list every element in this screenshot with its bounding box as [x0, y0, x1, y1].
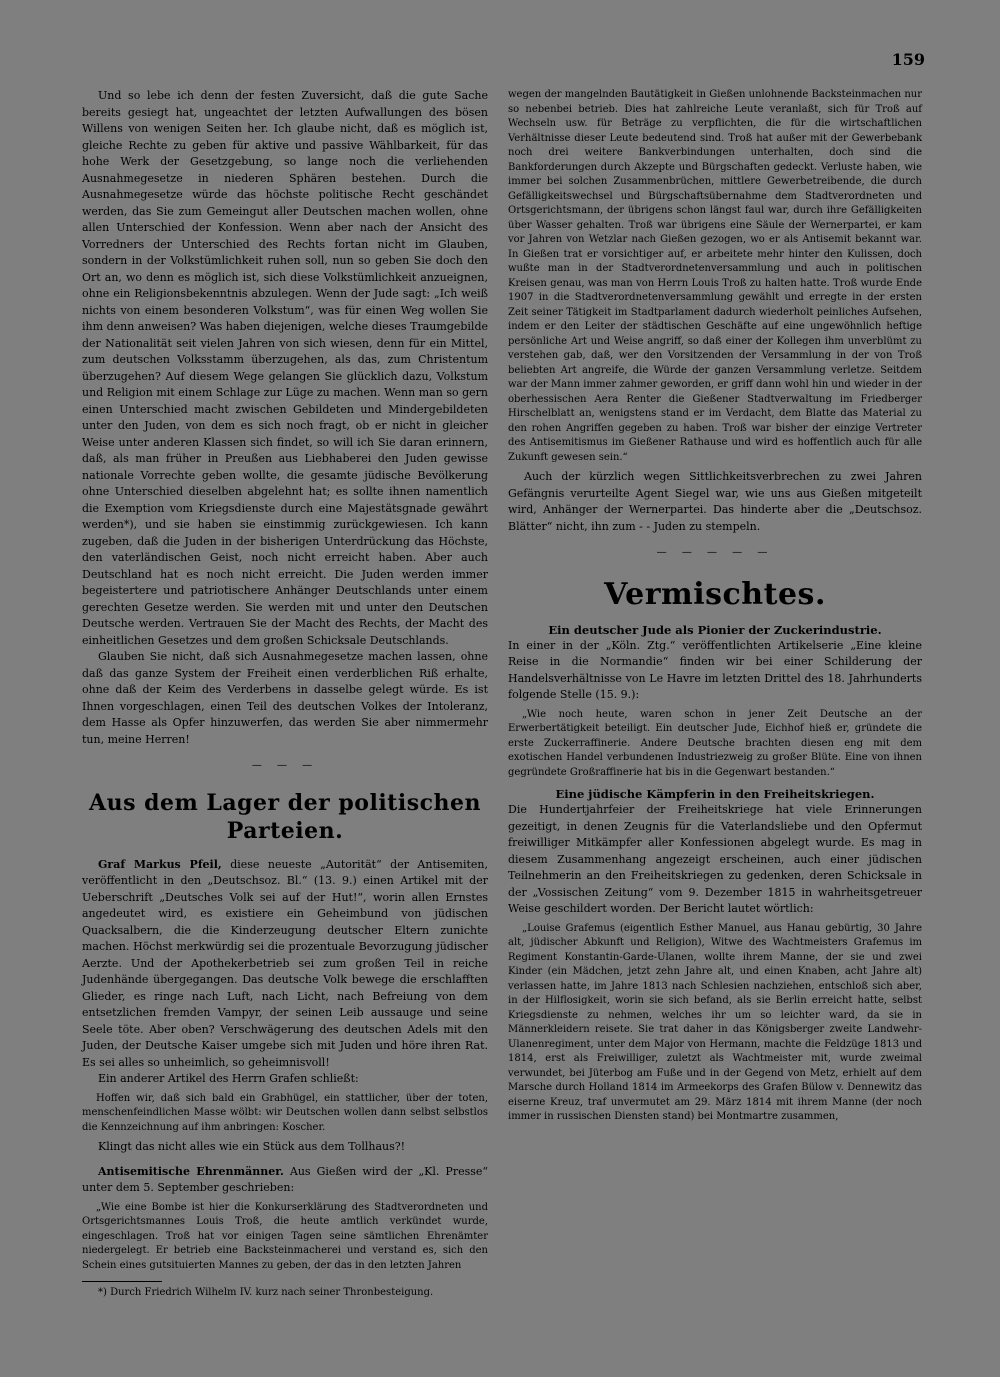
footnote: *) Durch Friedrich Wilhelm IV. kurz nach seiner Thronbesteigung. [98, 1287, 434, 1298]
subheading-zuckerindustrie: Ein deutscher Jude als Pionier der Zuckerindustrie. [548, 622, 882, 637]
article-ehrenmaenner-quote-text: „Wie eine Bombe ist hier die Konkurserklärung des Stadtverordneten und Ortsgerichtsmannes Louis Troß, die heute amtlich verkündet wurde, eingeschlagen. Troß hat vor einigen Tagen seine sämtlichen Ehrenämter niedergelegt. Er betrieb eine Backsteinmacherei und verstand es, sich den Schein eines gutsituierten Mannes zu geben, der das in den letzten Jahren [82, 1201, 488, 1271]
article-pfeil [82, 857, 488, 1072]
article-pfeil-quote-text: Hoffen wir, daß sich bald ein Grabhügel, ein stattlicher, über der toten, menschenfeindlichen Masse wölbt: wir Deutschen wollen dann selbst selbstlos die Kennzeichnung auf ihm anbringen: Koscher. [82, 1092, 488, 1133]
section-heading-politische-parteien: Aus dem Lager der politischen Parteien. [89, 789, 481, 844]
left-column [82, 88, 488, 1300]
article-zuckerindustrie-quote-text: „Wie noch heute, waren schon in jener Zeit Deutsche an der Erwerbertätigkeit beteiligt. Ein deutscher Jude, Eichhof hieß er, gründete die erste Zuckerraffinerie. Andere Deutsche brachten diesen eng mit dem exotischen Handel verbundenen Industriezweig zu großer Blüte. Eine von ihnen gegründete Großraffinerie hat bis in die Gegenwart bestanden.“ [508, 708, 922, 778]
article-pfeil-runin: Graf Markus Pfeil, [98, 857, 222, 871]
article-ehrenmaenner-quote-continued-text: wegen der mangelnden Bautätigkeit in Gießen unlohnende Backsteinmachen nur so nebenbei betrieb. Dies hat zahlreiche Leute veranlaßt, sich für Troß auf Wechseln usw. für Beträge zu verpflichten, die für die wirtschaftlichen Verhältnisse dieser Leute bedeutend sind. Troß hat außer mit der Gewerbebank noch drei weitere Bankverbindungen unterhalten, doch sind die Bankforderungen durch Akzepte und Bürgschaften gedeckt. Verluste haben, wie immer bei solchen Zusammenbrüchen, mittlere Gewerbetreibende, die durch Gefälligkeitswechsel und Bürgschaftsübernahme dem Stadtverordneten und Ortsgerichtsmann, der übrigens schon längst faul war, durch ihre Gefälligkeiten über Wasser gehalten. Troß war übrigens eine Säule der Wernerpartei, er kam vor Jahren von Wetzlar nach Gießen gezogen, wo er als Antisemit bekannt war. In Gießen trat er vorsichtiger auf, er arbeitete mehr hinter den Kulissen, doch wußte man in der Stadtverordnetenversammlung und auch in politischen Kreisen genau, was man von Herrn Louis Troß zu halten hatte. Troß wurde Ende 1907 in die Stadtverordnetenversammlung gewählt und erregte in der ersten Zeit seiner Tätigkeit im Stadtparlament dadurch wiederholt peinliches Aufsehen, indem er den Leiter der städtischen Geschäfte auf eine ungewöhnlich heftige persönliche Art und Weise angriff, so daß einer der Kollegen ihm unverblümt zu verstehen gab, daß, wer den Vorsitzenden der Versammlung in der von Troß beliebten Art angreife, die Würde der ganzen Versammlung verletze. Seitdem war der Mann immer zahmer geworden, er griff dann wohl hin und wieder in der oberhessischen Aera Renter die Gießener Stadtverwaltung im Friedberger Hirschelblatt an, wenigstens stand er im Verdacht, dem Blatte das Material zu den rohen Angriffen gegeben zu haben. Troß war bisher der einzige Vertreter des Antisemitismus im Gießener Rathause und wird es hoffentlich auch für alle Zukunft gewesen sein.“ [508, 89, 922, 463]
article-pfeil-closing: Klingt das nicht alles wie ein Stück aus dem Tollhaus?! [98, 1140, 406, 1153]
article-kaempferin-quote [508, 922, 922, 1125]
article-pfeil-intro: Ein anderer Artikel des Herrn Grafen schließt: [98, 1072, 359, 1085]
article-zuckerindustrie-quote [508, 708, 922, 781]
article-zuckerindustrie-text: In einer in der „Köln. Ztg.“ veröffentlichten Artikelserie „Eine kleine Reise in die Normandie“ finden wir bei einer Schilderung der Handelsverhältnisse von Le Havre im letzten Drittel des 18. Jahrhunderts folgende Stelle (15. 9.): [508, 638, 922, 701]
article-ehrenmaenner [82, 1164, 488, 1197]
speech-paragraph-1: Und so lebe ich denn der festen Zuversicht, daß die gute Sache bereits gesiegt hat, ungeachtet der letzten Aufwallungen des bösen Willens von wenigen Seiten her. Ich glaube nicht, daß es möglich ist, gleiche Rechte zu geben für aktive und passive Wählbarkeit, für das hohe Werk der Gesetzgebung, so lange noch die verliehenden Ausnahmegesetze in niederen Sphären bestehen. Durch die Ausnahmegesetze würde das höchste politische Recht geschändet werden, das Sie zum Gemeingut aller Deutschen machen wollen, ohne allen Unterschied der Konfession. Wenn aber nach der Ansicht des Vorredners der Unterschied des Rechts fortan nicht im Glauben, sondern in der Volkstümlichkeit ruhen soll, nun so geben Sie doch den Ort an, wo denn es möglich ist, sich diese Volkstümlichkeit anzueignen, ohne ein Religionsbekenntnis abzulegen. Wenn der Jude sagt: „Ich weiß nichts von einem besonderen Volkstum“, was für einen Weg wollen Sie ihm denn anweisen? Was haben diejenigen, welche dieses Traumgebilde der Nationalität seit vielen Jahren von sich wiesen, denn für ein Mittel, zum deutschen Volksstamm überzugehen, als das, zum Christentum überzugehen? Auf diesem Wege gelangen Sie glücklich dazu, Volkstum und Religion mit einem Schlage zur Lüge zu machen. Wenn man so gern einen Unterschied macht zwischen Gebildeten und Mindergebildeten unter den Juden, von dem es sich noch fragt, ob er nicht in gleicher Weise unter anderen Klassen sich findet, so will ich Sie daran erinnern, daß, als man früher in Preußen aus Liebhaberei den Juden gewisse nationale Vorrechte geben wollte, die gesamte jüdische Bevölkerung ohne Unterschied dieselben abgelehnt hat; es sollte ihnen namentlich die Exemption vom Kriegsdienste durch eine Majestätsgnade gewährt werden*), und sie haben sie einstimmig zurückgewiesen. Ich kann zugeben, daß die Juden in der bisherigen Unterdrückung das Höchste, den vaterländischen Geist, noch nicht erreicht haben. Aber auch Deutschland hat es noch nicht erreicht. Die Juden werden immer begeistertere und patriotischere Anhänger Deutschlands unter einem gerechten Gesetze werden. Sie werden mit und unter den Deutschen Deutsche werden. Vertrauen Sie der Macht des Rechts, der Macht des einheitlichen Gesetzes und dem großen Schicksale Deutschlands. [82, 89, 488, 647]
article-siegel: Auch der kürzlich wegen Sittlichkeitsverbrechen zu zwei Jahren Gefängnis verurteilte Agent Siegel war, wie uns aus Gießen mitgeteilt wird, Anhänger der Wernerpartei. Das hinderte aber die „Deutschsoz. Blätter“ nicht, ihn zum - - Juden zu stempeln. [508, 470, 922, 533]
footnote-rule [82, 1281, 162, 1282]
section-divider-right: — — — — — [656, 547, 774, 558]
section-heading-vermischtes: Vermischtes. [604, 576, 826, 612]
article-ehrenmaenner-runin: Antisemitische Ehrenmänner. [98, 1164, 284, 1178]
subheading-kaempferin: Eine jüdische Kämpferin in den Freiheitskriegen. [555, 787, 875, 801]
article-ehrenmaenner-text: Aus Gießen wird der „Kl. Presse“ unter dem 5. September geschrieben: [82, 1164, 489, 1194]
right-column [508, 88, 922, 1129]
article-pfeil-text: diese neueste „Autorität“ der Antisemiten, veröffentlicht in den „Deutschsoz. Bl.“ (13. 9.) einen Artikel mit der Ueberschrift „Deutsches Volk sei auf der Hut!“, worin allen Ernstes angedeutet wird, es existiere ein Geheimbund von jüdischen Quacksalbern, die die Kinderzeugung deutscher Eltern zunichte machen. Höchst merkwürdig sei die prozentuale Bevorzugung jüdischer Aerzte. Und der Apothekerbetrieb sei zum großen Teil in reiche Judenhände übergegangen. Das deutsche Volk bewege die erschlafften Glieder, es ringe nach Luft, nach Licht, nach Befreiung von dem entsetzlichen fremden Vampyr, der seinen Leib aussauge und seine Seele töte. Aber oben? Verschwägerung des deutschen Adels mit den Juden, der Deutsche Kaiser umgebe sich mit Juden und höre ihren Rat. Es sei alles so unheimlich, so geheimnisvoll! [82, 857, 489, 1069]
section-divider: — — — [251, 760, 319, 771]
article-pfeil-quote [82, 1092, 488, 1136]
page-number: 159 [891, 50, 925, 69]
article-ehrenmaenner-quote-continued [508, 88, 922, 465]
article-kaempferin-text: Die Hundertjahrfeier der Freiheitskriege hat viele Erinnerungen gezeitigt, in denen Zeugnis für die Vaterlandsliebe und den Opfermut freiwilliger Mitkämpfer aller Konfessionen abgelegt wurde. Es mag in diesem Zusammenhang angezeigt erscheinen, auch einer jüdischen Teilnehmerin an den Freiheitskriegen zu gedenken, deren Schicksale in der „Vossischen Zeitung“ vom 9. Dezember 1815 in wahrheitsgetreuer Weise geschildert worden. Der Bericht lautet wörtlich: [508, 803, 922, 915]
article-kaempferin-quote-text: „Louise Grafemus (eigentlich Esther Manuel, aus Hanau gebürtig, 30 Jahre alt, jüdischer Abkunft und Religion), Witwe des Wachtmeisters Grafemus im Regiment Konstantin-Garde-Ulanen, wollte ihrem Manne, der sie und zwei Kinder (ein Mädchen, jetzt zehn Jahre alt, und einen Knaben, acht Jahre alt) verlassen hatte, im Jahre 1813 nach Schlesien nachziehen, entschloß sich aber, in der Hilflosigkeit, worin sie sich befand, als sie Berlin erreicht hatte, selbst Kriegsdienste zu nehmen, welches ihr um so leichter ward, da sie in Männerkleidern reisete. Sie trat daher in das Königsberger zweite Landwehr-Ulanenregiment, unter dem Major von Hermann, machte die Feldzüge 1813 und 1814, erst als Freiwilliger, zuletzt als Wachtmeister mit, wurde zweimal verwundet, bei Jüterbog am Fuße und in der Gegend von Metz, erhielt auf dem Marsche durch Holland 1814 im Armeekorps des Grafen Bülow v. Dennewitz das eiserne Kreuz, traf unvermutet am 29. März 1814 mit ihrem Manne (der noch immer in russischen Diensten stand) bei Montmartre zusammen, [508, 922, 922, 1122]
speech-paragraph-2: Glauben Sie nicht, daß sich Ausnahmegesetze machen lassen, ohne daß das ganze System der Freiheit einen verderblichen Riß erhalte, ohne daß der Keim des Verderbens in dasselbe gelegt würde. Es ist Ihnen vorgeschlagen, einen Teil des deutschen Volkes der Intoleranz, dem Hasse als Opfer hinzuwerfen, das werden Sie aber nimmermehr tun, meine Herren! [82, 650, 488, 746]
article-ehrenmaenner-quote [82, 1201, 488, 1274]
